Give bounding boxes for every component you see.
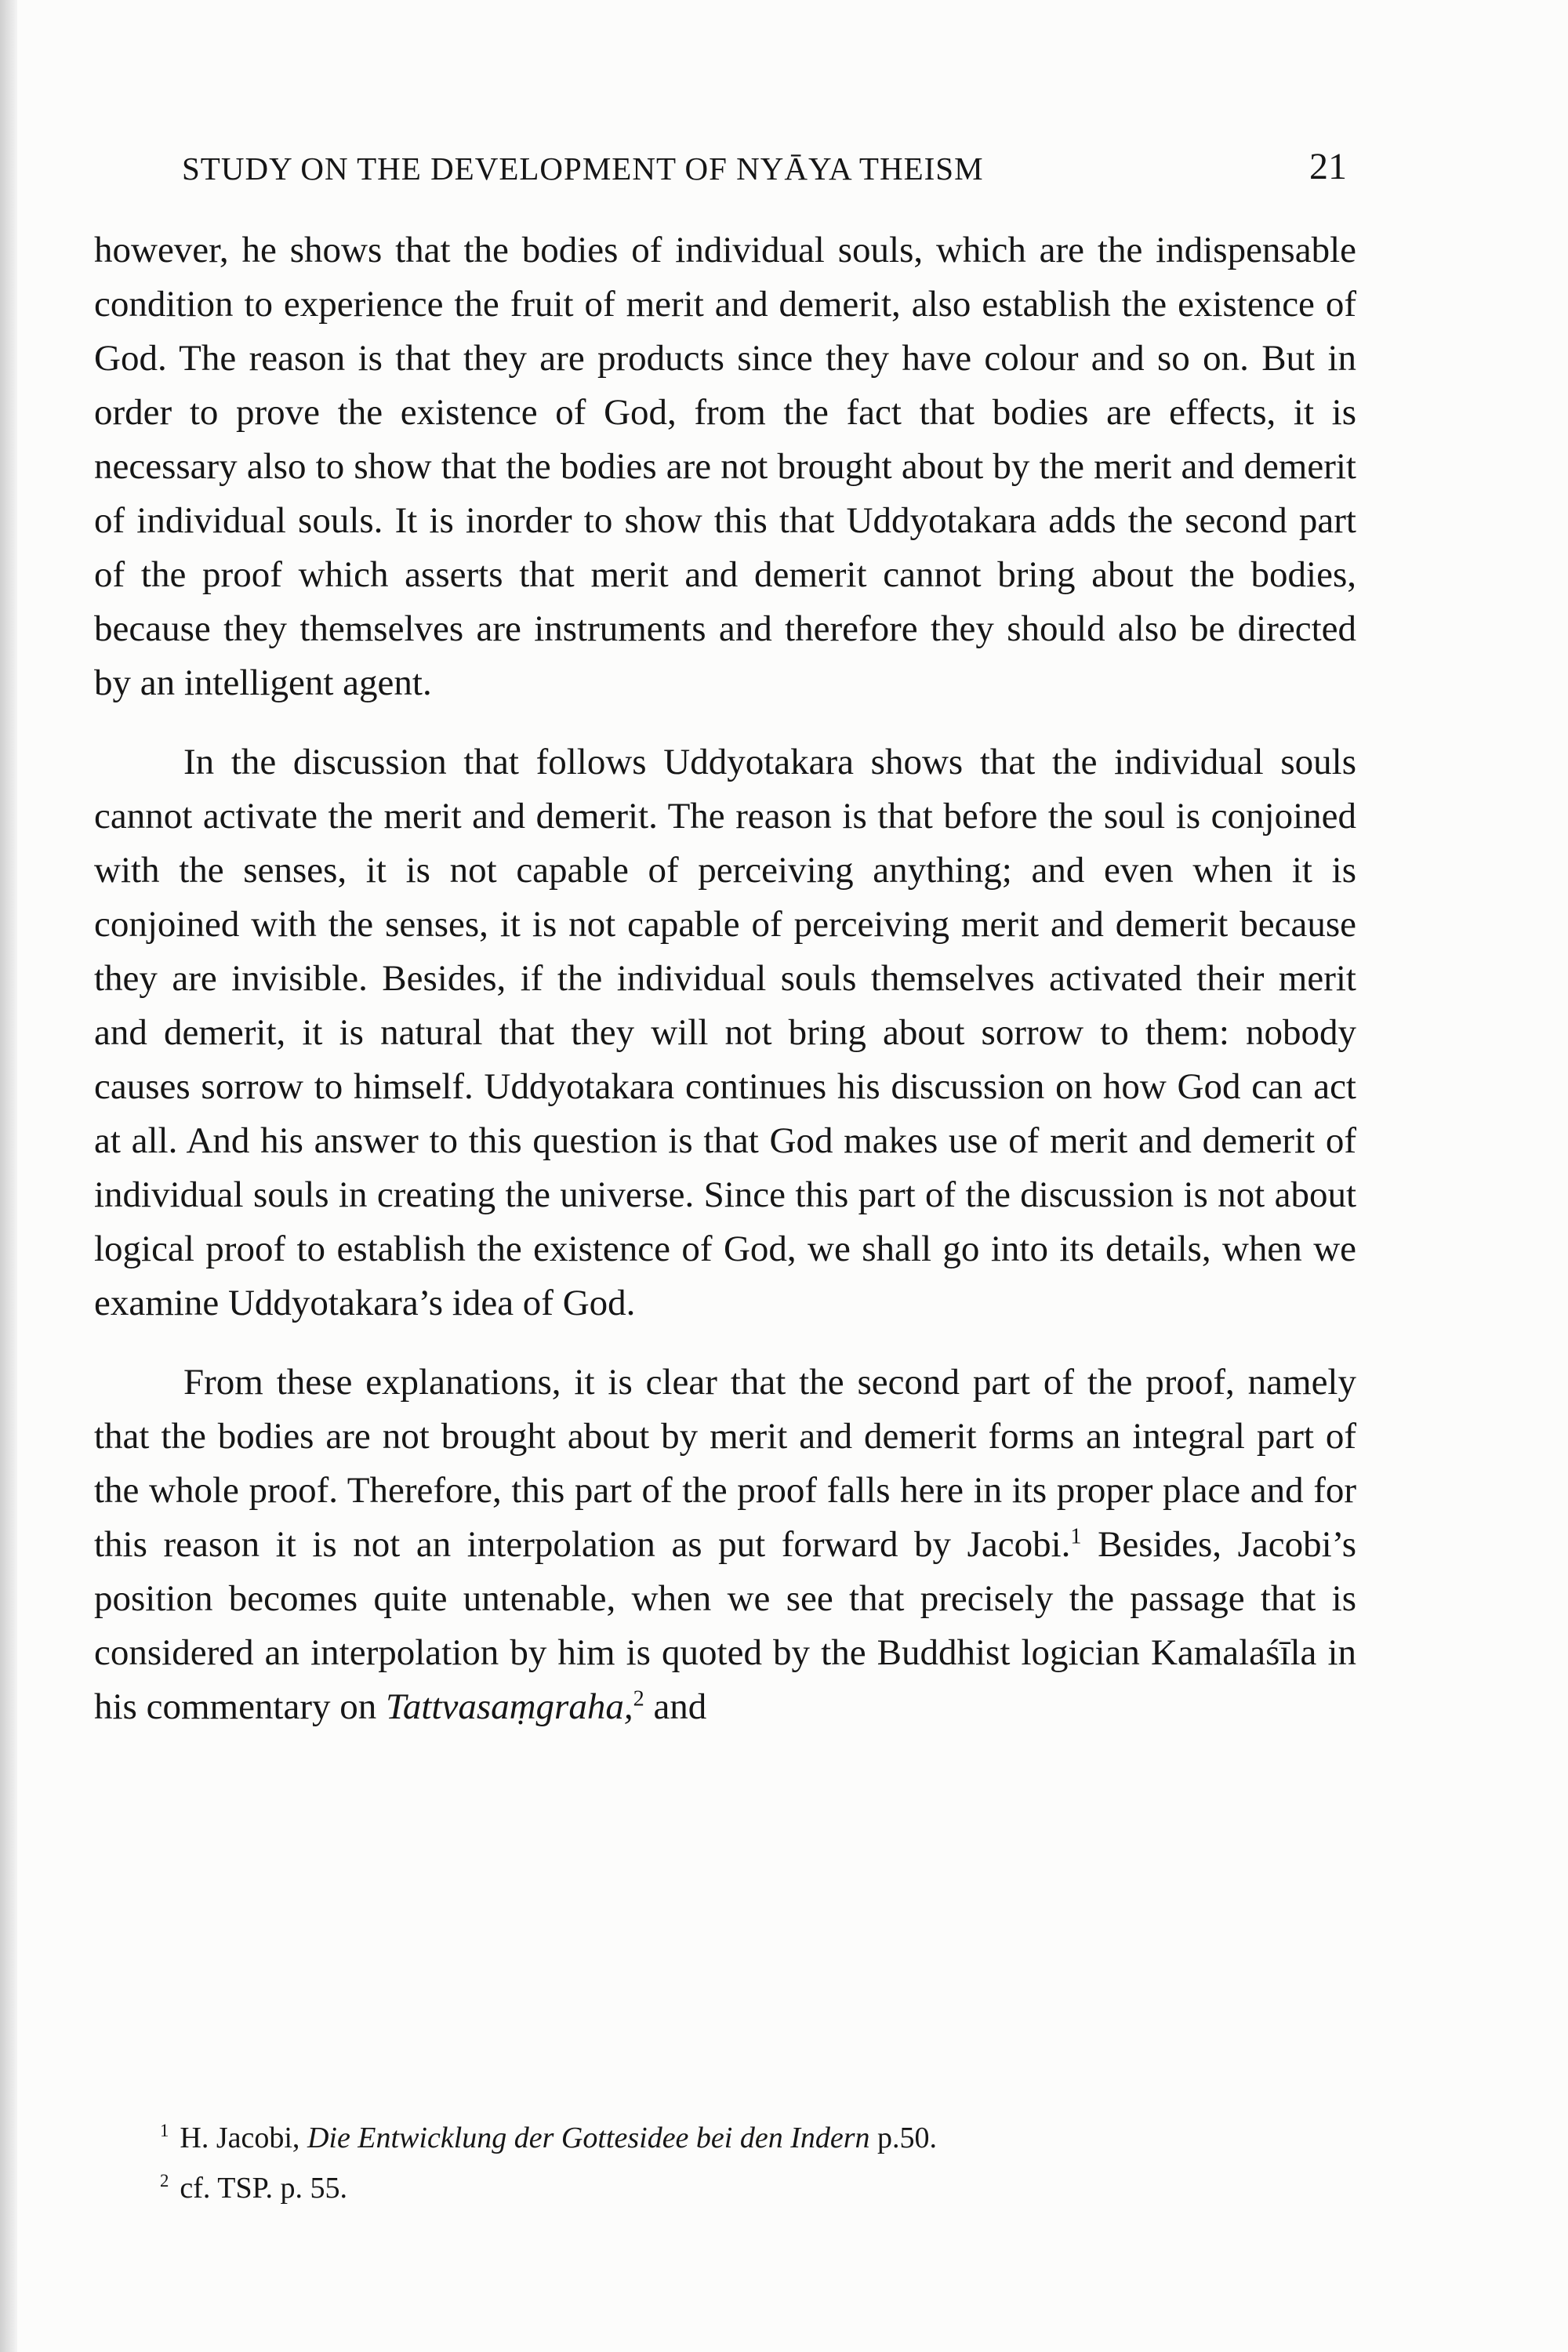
footnote-number: 2 <box>160 2171 169 2191</box>
page-number: 21 <box>1309 146 1347 187</box>
paragraph-3-part-3: and <box>644 1686 707 1727</box>
running-title: STUDY ON THE DEVELOPMENT OF NYĀYA THEISM <box>182 151 984 187</box>
scan-edge <box>0 0 17 2352</box>
footnote-author: H. Jacobi, <box>180 2122 300 2154</box>
footnote-ref-2: 2 <box>633 1686 644 1711</box>
footnote-title: Die Entwicklung der Gottesidee bei den Indern <box>307 2122 870 2154</box>
footnote-1 <box>160 2113 1336 2163</box>
footnote-page: p.50. <box>877 2122 938 2154</box>
paragraph-1: however, he shows that the bodies of individual souls, which are the indispensable condition to experience the fruit of merit and demerit, also establish the existence of God. The reason is that they are products since they have colour and so on. But in order to prove the existence of God, from the fact that bodies are effects, it is necessary also to show that the bodies are not brought about by the merit and demerit of individual souls. It is inorder to show this that Uddyotakara adds the second part of the proof which asserts that merit and demerit cannot bring about the bodies, because they themselves are instruments and therefore they should also be directed by an intelligent agent. <box>94 230 1356 703</box>
book-title: Tattvasaṃgraha, <box>386 1686 633 1727</box>
page-header <box>182 145 1347 192</box>
paragraph-3 <box>94 1356 1356 1734</box>
footnote-text: cf. TSP. p. 55. <box>180 2172 348 2205</box>
footnote-2 <box>160 2163 1336 2213</box>
body-text <box>94 223 1356 1759</box>
footnote-number: 1 <box>160 2121 169 2141</box>
paragraph-3-part-2: Besides, Jacobi’s position becomes quite untenable, when we see that precisely the passage that is considered an interpolation by him is quoted by the Buddhist logician Kamalaśīla in his commentary on <box>94 1524 1356 1727</box>
footnotes <box>160 2113 1336 2213</box>
paragraph-2: In the discussion that follows Uddyotakara shows that the individual souls cannot activate the merit and demerit. The reason is that before the soul is conjoined with the senses, it is not capable of perceiving anything; and even when it is conjoined with the senses, it is not capable of perceiving merit and demerit because they are invisible. Besides, if the individual souls themselves activated their merit and demerit, it is natural that they will not bring about sorrow to them: nobody causes sorrow to himself. Uddyotakara continues his discussion on how God can act at all. And his answer to this question is that God makes use of merit and demerit of individual souls in creating the universe. Since this part of the discussion is not about logical proof to establish the existence of God, we shall go into its details, when we examine Uddyotakara’s idea of God. <box>94 742 1356 1323</box>
footnote-ref-1: 1 <box>1070 1524 1082 1549</box>
paragraph-3-part-1: From these explanations, it is clear that the second part of the proof, namely that the bodies are not brought about by merit and demerit forms an integral part of the whole proof. Therefore, this part of the proof falls here in its proper place and for this reason it is not an interpolation as put forward by Jacobi. <box>94 1362 1356 1565</box>
